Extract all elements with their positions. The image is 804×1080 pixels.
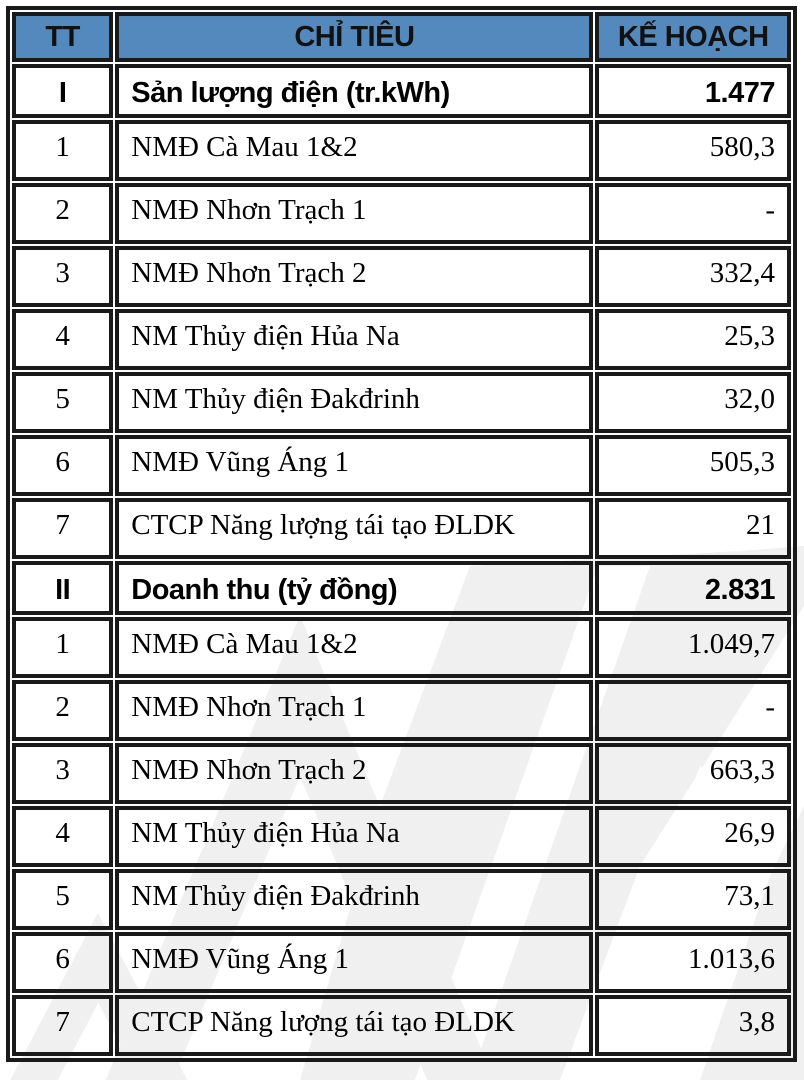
section-row	[12, 64, 791, 118]
header-cell-tt: TT	[12, 12, 113, 62]
header-cell-chitieu: CHỈ TIÊU	[115, 12, 593, 62]
row-label-cell: NMĐ Nhơn Trạch 1	[115, 183, 593, 244]
row-label-cell: NM Thủy điện Hủa Na	[115, 806, 593, 867]
row-number-cell: 2	[12, 183, 113, 244]
row-number-cell: I	[12, 64, 113, 118]
table-row	[12, 498, 791, 559]
row-number-cell: II	[12, 561, 113, 615]
plan-table	[6, 6, 797, 1062]
row-label-cell: NMĐ Cà Mau 1&2	[115, 120, 593, 181]
header-cell-kehoach: KẾ HOẠCH	[595, 12, 791, 62]
table-row	[12, 617, 791, 678]
table-row	[12, 246, 791, 307]
table-row	[12, 680, 791, 741]
row-value-cell: 21	[595, 498, 791, 559]
row-value-cell: 580,3	[595, 120, 791, 181]
row-number-cell: 7	[12, 995, 113, 1056]
row-label-cell: Doanh thu (tỷ đồng)	[115, 561, 593, 615]
row-number-cell: 6	[12, 932, 113, 993]
row-number-cell: 5	[12, 372, 113, 433]
row-number-cell: 3	[12, 246, 113, 307]
row-label-cell: NMĐ Vũng Áng 1	[115, 435, 593, 496]
row-number-cell: 4	[12, 806, 113, 867]
table-row	[12, 435, 791, 496]
row-label-cell: CTCP Năng lượng tái tạo ĐLDK	[115, 498, 593, 559]
row-number-cell: 3	[12, 743, 113, 804]
row-value-cell: 26,9	[595, 806, 791, 867]
table-row	[12, 995, 791, 1056]
row-value-cell: 1.477	[595, 64, 791, 118]
row-value-cell: 1.049,7	[595, 617, 791, 678]
row-label-cell: NMĐ Nhơn Trạch 2	[115, 743, 593, 804]
row-number-cell: 4	[12, 309, 113, 370]
table-body	[12, 64, 791, 1056]
table-row	[12, 806, 791, 867]
row-value-cell: 3,8	[595, 995, 791, 1056]
section-row	[12, 561, 791, 615]
table-row	[12, 743, 791, 804]
row-label-cell: NM Thủy điện Đakđrinh	[115, 869, 593, 930]
row-value-cell: 2.831	[595, 561, 791, 615]
table-row	[12, 372, 791, 433]
table-row	[12, 932, 791, 993]
row-label-cell: Sản lượng điện (tr.kWh)	[115, 64, 593, 118]
row-number-cell: 2	[12, 680, 113, 741]
row-label-cell: NM Thủy điện Hủa Na	[115, 309, 593, 370]
table-row	[12, 869, 791, 930]
row-value-cell: 505,3	[595, 435, 791, 496]
row-label-cell: CTCP Năng lượng tái tạo ĐLDK	[115, 995, 593, 1056]
table-row	[12, 309, 791, 370]
row-value-cell: 32,0	[595, 372, 791, 433]
row-number-cell: 6	[12, 435, 113, 496]
row-value-cell: 1.013,6	[595, 932, 791, 993]
row-label-cell: NMĐ Nhơn Trạch 2	[115, 246, 593, 307]
table-row	[12, 183, 791, 244]
row-value-cell: -	[595, 183, 791, 244]
table-header-row	[12, 12, 791, 62]
table-row	[12, 120, 791, 181]
row-label-cell: NMĐ Vũng Áng 1	[115, 932, 593, 993]
row-value-cell: -	[595, 680, 791, 741]
row-number-cell: 1	[12, 120, 113, 181]
row-value-cell: 25,3	[595, 309, 791, 370]
row-number-cell: 7	[12, 498, 113, 559]
row-value-cell: 663,3	[595, 743, 791, 804]
row-label-cell: NM Thủy điện Đakđrinh	[115, 372, 593, 433]
row-value-cell: 332,4	[595, 246, 791, 307]
row-label-cell: NMĐ Cà Mau 1&2	[115, 617, 593, 678]
row-value-cell: 73,1	[595, 869, 791, 930]
row-number-cell: 1	[12, 617, 113, 678]
row-number-cell: 5	[12, 869, 113, 930]
row-label-cell: NMĐ Nhơn Trạch 1	[115, 680, 593, 741]
